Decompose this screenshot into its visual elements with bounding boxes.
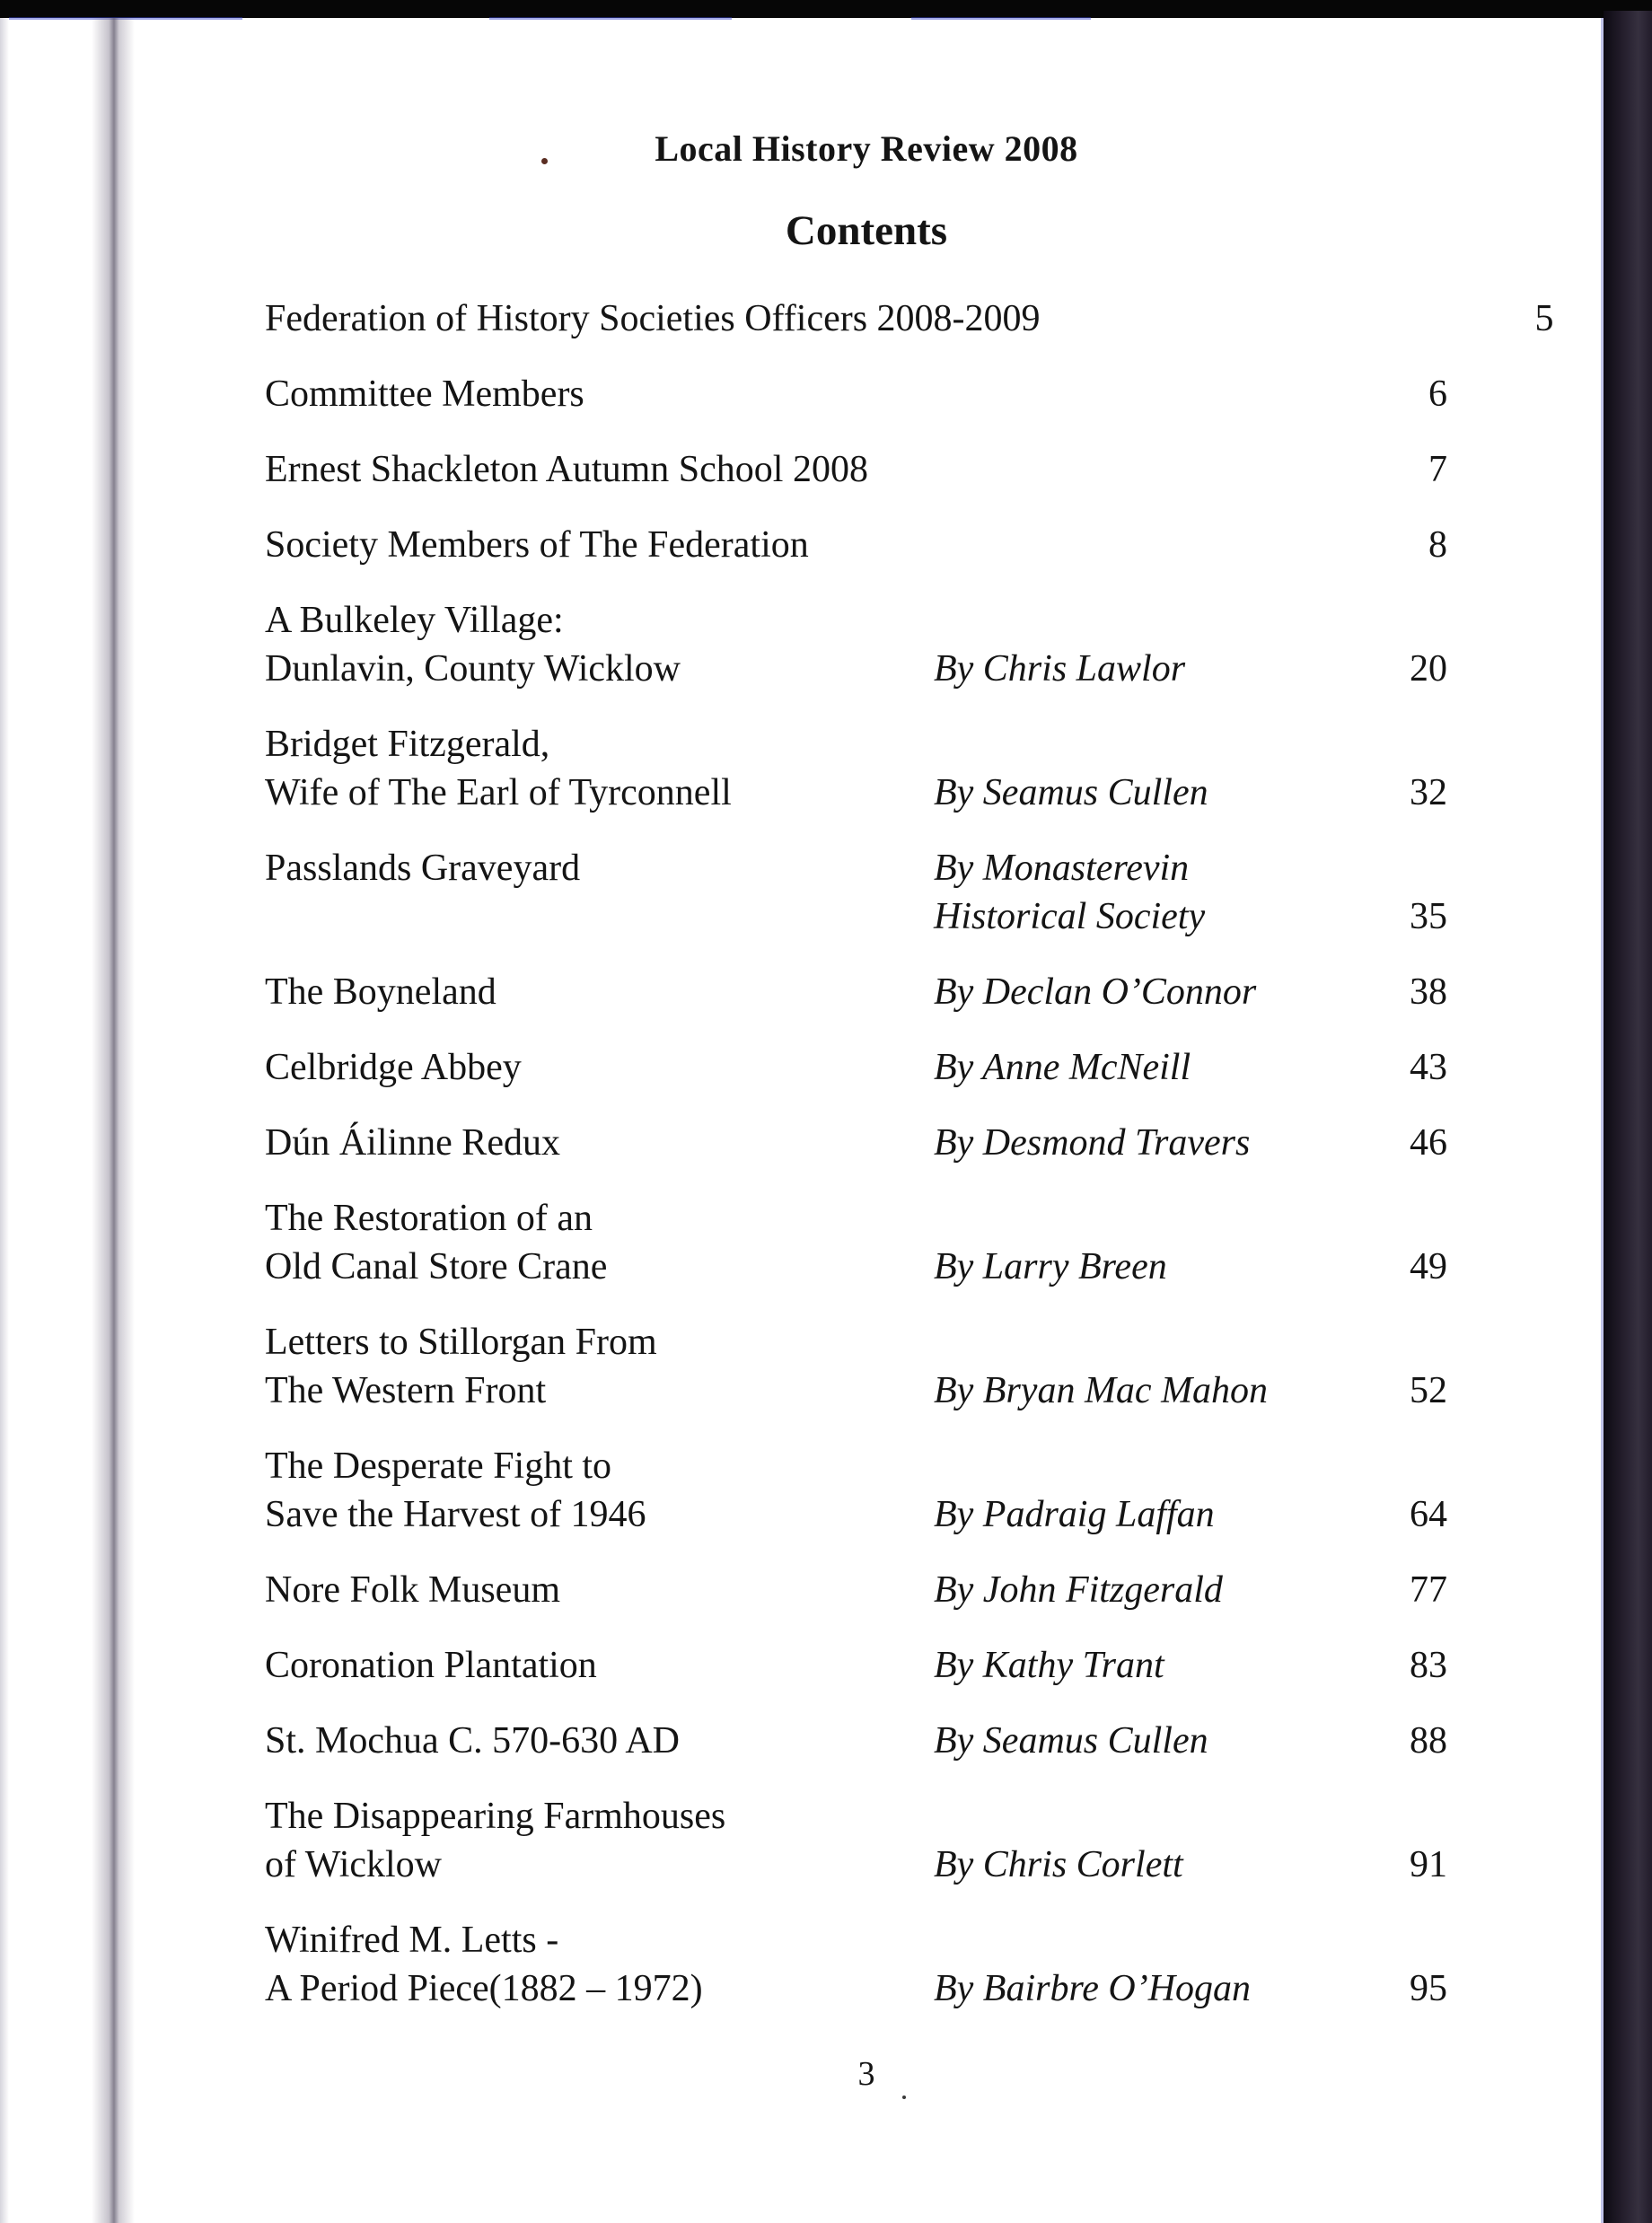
- entry-title: Society Members of The Federation: [265, 524, 809, 566]
- entry-author: By Bryan Mac Mahon: [934, 1370, 1269, 1411]
- toc-line: [265, 1964, 1459, 2013]
- entry-page-number: 64: [1410, 1494, 1447, 1535]
- toc-entry: [265, 1916, 1459, 2013]
- page-number: 3: [857, 2055, 875, 2093]
- entry-page-number: 49: [1410, 1246, 1447, 1287]
- toc-entry: [265, 1194, 1459, 1291]
- page-title: Local History Review 2008: [655, 128, 1078, 169]
- entry-page-number: 43: [1410, 1047, 1447, 1088]
- left-edge-noise: [0, 18, 9, 2223]
- entry-page-number: 8: [1428, 524, 1447, 566]
- entry-page-number: 7: [1428, 449, 1447, 490]
- entry-page-number: 77: [1410, 1569, 1447, 1611]
- toc-entry: [265, 1717, 1459, 1765]
- entry-author: By Desmond Travers: [934, 1122, 1251, 1164]
- entry-page-number: 35: [1410, 896, 1447, 937]
- entry-title: Ernest Shackleton Autumn School 2008: [265, 449, 868, 490]
- entry-title: The Restoration of an: [265, 1198, 593, 1239]
- toc-line: [265, 1792, 1459, 1841]
- entry-page-number: 32: [1410, 772, 1447, 813]
- entry-title: The Desperate Fight to: [265, 1445, 612, 1487]
- entry-page-number: 6: [1428, 373, 1447, 415]
- entry-title: A Bulkeley Village:: [265, 600, 564, 641]
- toc-line: [265, 720, 1459, 769]
- toc-line: [265, 1119, 1459, 1167]
- toc-line: [265, 445, 1459, 494]
- entry-author: By John Fitzgerald: [934, 1569, 1223, 1611]
- entry-author: By Monasterevin: [934, 848, 1190, 889]
- entry-title: Committee Members: [265, 373, 584, 415]
- toc-line: [265, 1490, 1459, 1539]
- toc-entry: [265, 1566, 1459, 1614]
- toc-line: [265, 769, 1459, 817]
- entry-title: The Boyneland: [265, 971, 496, 1013]
- toc-entry: [265, 1442, 1459, 1539]
- toc-line: [265, 294, 1554, 343]
- table-of-contents: [265, 294, 1554, 2040]
- entry-title: Coronation Plantation: [265, 1645, 597, 1686]
- entry-author: By Chris Corlett: [934, 1844, 1183, 1885]
- toc-entry: [265, 521, 1459, 569]
- toc-entry: [265, 370, 1459, 418]
- toc-line: [265, 844, 1459, 892]
- toc-line: [265, 1641, 1459, 1690]
- entry-author: By Padraig Laffan: [934, 1494, 1215, 1535]
- entry-page-number: 38: [1410, 971, 1447, 1013]
- toc-line: [265, 1916, 1459, 1964]
- entry-title: Letters to Stillorgan From: [265, 1322, 657, 1363]
- toc-line: [265, 596, 1459, 645]
- scanner-top-bar: [0, 0, 1652, 18]
- entry-title: A Period Piece(1882 – 1972): [265, 1968, 703, 2009]
- contents-heading: Contents: [785, 207, 948, 254]
- entry-title: The Western Front: [265, 1370, 547, 1411]
- toc-line: [265, 968, 1459, 1016]
- toc-line: [265, 1566, 1459, 1614]
- entry-author: By Anne McNeill: [934, 1047, 1191, 1088]
- toc-line: [265, 370, 1459, 418]
- entry-title: Wife of The Earl of Tyrconnell: [265, 772, 732, 813]
- toc-entry: [265, 968, 1459, 1016]
- entry-title: Celbridge Abbey: [265, 1047, 522, 1088]
- entry-page-number: 88: [1410, 1720, 1447, 1762]
- toc-line: [265, 892, 1459, 941]
- entry-page-number: 52: [1410, 1370, 1447, 1411]
- toc-entry: [265, 1792, 1459, 1889]
- scanned-page: [126, 18, 1607, 2223]
- entry-title: Passlands Graveyard: [265, 848, 581, 889]
- toc-entry: [265, 1318, 1459, 1415]
- toc-line: [265, 1243, 1459, 1291]
- entry-page-number: 83: [1410, 1645, 1447, 1686]
- entry-title: The Disappearing Farmhouses: [265, 1796, 726, 1837]
- entry-author: Historical Society: [934, 896, 1206, 937]
- entry-author: By Seamus Cullen: [934, 772, 1208, 813]
- entry-author: By Larry Breen: [934, 1246, 1167, 1287]
- entry-author: By Kathy Trant: [934, 1645, 1164, 1686]
- entry-title: Federation of History Societies Officers 2008-2009: [265, 298, 1041, 339]
- toc-line: [265, 1841, 1459, 1889]
- entry-author: By Seamus Cullen: [934, 1720, 1208, 1762]
- toc-entry: [265, 1641, 1459, 1690]
- entry-author: By Declan O’Connor: [934, 971, 1257, 1013]
- toc-entry: [265, 844, 1459, 941]
- entry-page-number: 20: [1410, 648, 1447, 690]
- entry-author: By Bairbre O’Hogan: [934, 1968, 1252, 2009]
- entry-title: St. Mochua C. 570-630 AD: [265, 1720, 680, 1762]
- entry-title: Old Canal Store Crane: [265, 1246, 608, 1287]
- book-edge-band: [1604, 11, 1652, 2223]
- toc-line: [265, 1194, 1459, 1243]
- entry-author: By Chris Lawlor: [934, 648, 1186, 690]
- entry-title: Bridget Fitzgerald,: [265, 724, 550, 765]
- entry-page-number: 5: [1534, 298, 1554, 339]
- entry-title: Dún Áilinne Redux: [265, 1122, 560, 1164]
- toc-line: [265, 1442, 1459, 1490]
- entry-page-number: 46: [1410, 1122, 1447, 1164]
- toc-line: [265, 1366, 1459, 1415]
- toc-line: [265, 1717, 1459, 1765]
- entry-page-number: 91: [1410, 1844, 1447, 1885]
- toc-entry: [265, 445, 1459, 494]
- entry-title: Save the Harvest of 1946: [265, 1494, 646, 1535]
- entry-title: Winifred M. Letts -: [265, 1920, 559, 1961]
- entry-title: Nore Folk Museum: [265, 1569, 560, 1611]
- toc-entry: [265, 596, 1459, 693]
- entry-title: of Wicklow: [265, 1844, 442, 1885]
- toc-entry: [265, 294, 1554, 343]
- toc-entry: [265, 1119, 1459, 1167]
- toc-line: [265, 1043, 1459, 1092]
- toc-line: [265, 1318, 1459, 1366]
- toc-line: [265, 645, 1459, 693]
- entry-title: Dunlavin, County Wicklow: [265, 648, 681, 690]
- toc-entry: [265, 1043, 1459, 1092]
- toc-line: [265, 521, 1459, 569]
- toc-entry: [265, 720, 1459, 817]
- entry-page-number: 95: [1410, 1968, 1447, 2009]
